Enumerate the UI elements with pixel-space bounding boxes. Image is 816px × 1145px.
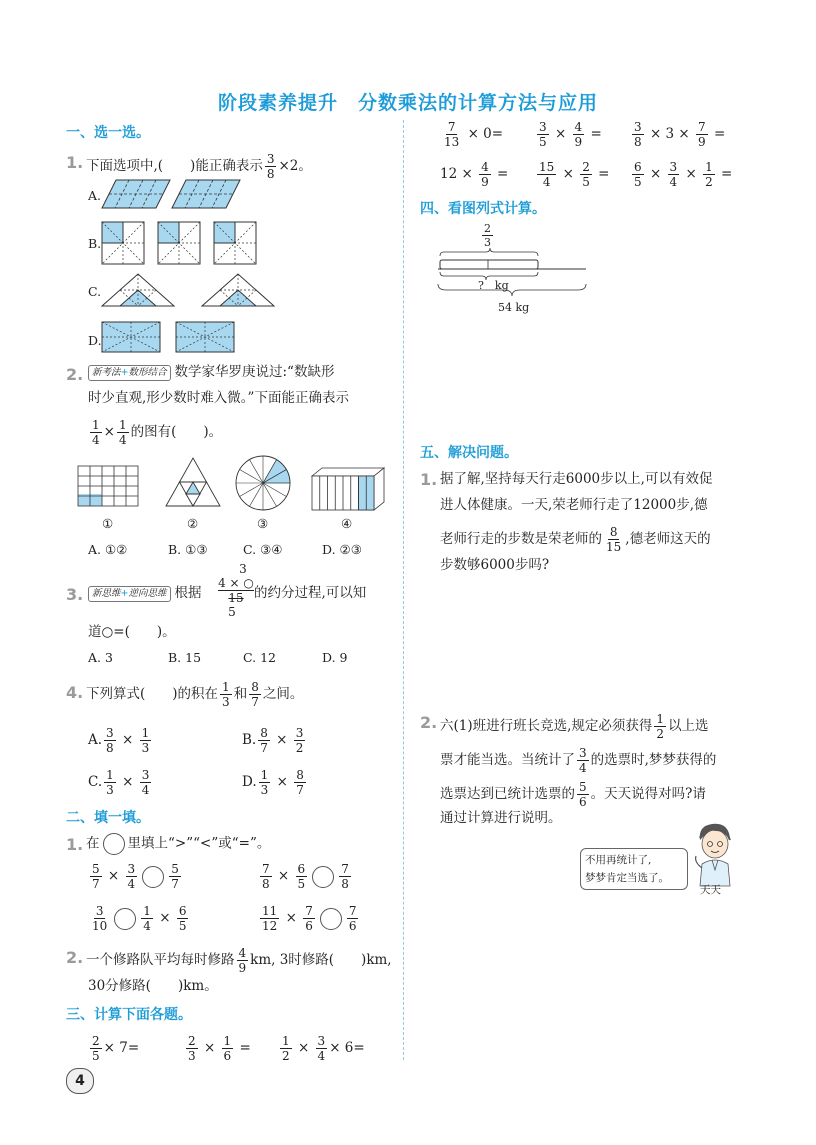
fill1-item-1: $\frac{5}{7}$ × $\frac{3}{4}$ $\frac{5}{7}$ bbox=[92, 862, 179, 891]
q3-option-b[interactable]: B. 15 bbox=[168, 650, 202, 665]
p1-line3: 老师行走的步数是荣老师的 $\frac{8}{15}$ ,德老师这天的 bbox=[440, 525, 711, 554]
section-5-heading: 五、解决问题。 bbox=[420, 445, 518, 461]
section-1-heading: 一、选一选。 bbox=[66, 125, 150, 141]
calc-right-5: $\frac{15}{4}$ × $\frac{2}{5}$ = bbox=[539, 160, 610, 189]
calc-right-4: 12 × $\frac{4}{9}$ = bbox=[440, 160, 509, 189]
q4-option-d[interactable]: D. $\frac{1}{3}$ × $\frac{8}{7}$ bbox=[242, 768, 304, 797]
q4-option-c[interactable]: C. $\frac{1}{3}$ × $\frac{3}{4}$ bbox=[88, 768, 150, 797]
p1-line2: 进人体健康。一天,荣老师行走了12000步,德 bbox=[440, 497, 708, 513]
speech-bubble bbox=[580, 848, 688, 890]
q2-line1 bbox=[88, 362, 334, 382]
calc-left-2: $\frac{2}{3}$ × $\frac{1}{6}$ = bbox=[188, 1034, 251, 1063]
calc-right-1: $\frac{7}{13}$ × 0= bbox=[444, 120, 504, 149]
q1-figure-d bbox=[102, 322, 242, 354]
q2-line1-text: 数学家华罗庚说过:“数缺形 bbox=[174, 364, 335, 380]
q1-text-after: ×2。 bbox=[278, 158, 312, 174]
character-name: 天天 bbox=[700, 884, 721, 896]
p2-line4: 通过计算进行说明。 bbox=[440, 810, 562, 826]
fill2-number: 2. bbox=[66, 948, 84, 967]
q3-line1-tail: 的约分过程,可以知 bbox=[254, 585, 367, 601]
column-divider bbox=[403, 120, 404, 1060]
q1-number: 1. bbox=[66, 153, 84, 172]
fill1-text: 在 里填上“>”“<”或“=”。 bbox=[86, 833, 270, 855]
speech-line-2: 梦梦肯定当选了。 bbox=[585, 872, 669, 884]
q1-option-b[interactable]: B. bbox=[88, 236, 102, 251]
diagram-bar bbox=[438, 250, 588, 300]
q1-option-c[interactable]: C. bbox=[88, 284, 102, 299]
speech-line-1: 不用再统计了, bbox=[585, 854, 652, 866]
calc-right-6: $\frac{6}{5}$ × $\frac{3}{4}$ × $\frac{1}{2}$ = bbox=[634, 160, 733, 189]
q4-option-b[interactable]: B. $\frac{8}{7}$ × $\frac{3}{2}$ bbox=[242, 726, 304, 755]
calc-right-3: $\frac{3}{8}$ × 3 × $\frac{7}{9}$ = bbox=[634, 120, 726, 149]
q2-line2: 时少直观,形少数时难入微。”下面能正确表示 bbox=[88, 390, 349, 406]
p1-line4: 步数够6000步吗? bbox=[440, 557, 550, 573]
q3-line2: 道○=( )。 bbox=[88, 624, 176, 640]
p1-number: 1. bbox=[420, 470, 438, 489]
q1-text-before: 下面选项中,( )能正确表示 bbox=[86, 158, 263, 174]
q1-figure-b bbox=[102, 222, 262, 266]
q1-text bbox=[86, 152, 312, 181]
q3-option-d[interactable]: D. 9 bbox=[322, 650, 348, 665]
section-2-heading: 二、填一填。 bbox=[66, 810, 150, 826]
q3-option-c[interactable]: C. 12 bbox=[243, 650, 276, 665]
calc-right-2: $\frac{3}{5}$ × $\frac{4}{9}$ = bbox=[539, 120, 602, 149]
fill1-item-2: $\frac{7}{8}$ × $\frac{6}{5}$ $\frac{7}{8}$ bbox=[262, 862, 349, 891]
q3-fraction: 3 4 × ○ 15 5 bbox=[218, 562, 254, 619]
q1-fraction: $\frac{3}{8}$ bbox=[266, 152, 275, 181]
q3-option-a[interactable]: A. 3 bbox=[88, 650, 113, 665]
calc-left-3: $\frac{1}{2}$ × $\frac{3}{4}$ × 6= bbox=[282, 1034, 365, 1063]
q2-fraction-b: $\frac{1}{4}$ bbox=[118, 418, 127, 447]
diagram-total: 54 kg bbox=[498, 301, 530, 314]
q2-label-4: ④ bbox=[341, 516, 353, 531]
q2-fraction-a: $\frac{1}{4}$ bbox=[92, 418, 100, 447]
p1-line1: 据了解,坚持每天行走6000步以上,可以有效促 bbox=[440, 471, 713, 487]
q2-figure-1-grid bbox=[78, 466, 140, 508]
q2-figure-4-box bbox=[312, 466, 384, 512]
p2-line2: 票才能当选。当统计了 $\frac{3}{4}$ 的选票时,梦梦获得的 bbox=[440, 746, 717, 775]
q4-option-a[interactable]: A. $\frac{3}{8}$ × $\frac{1}{3}$ bbox=[88, 726, 150, 755]
q4-text: 下列算式( )的积在 $\frac{1}{3}$ 和 $\frac{8}{7}$ 之间。 bbox=[86, 680, 304, 709]
p2-line1: 六(1)班进行班长竞选,规定必须获得 $\frac{1}{2}$ 以上选 bbox=[440, 712, 709, 741]
section-4-heading: 四、看图列式计算。 bbox=[420, 201, 546, 217]
fill2-line1: 一个修路队平均每时修路 $\frac{4}{9}$ km, 3时修路( )km, bbox=[86, 946, 392, 975]
fill2-line2: 30分修路( )km。 bbox=[88, 978, 218, 994]
boy-character-icon bbox=[690, 822, 740, 888]
q1-option-d[interactable]: D. bbox=[88, 333, 102, 348]
q4-fraction-a: $\frac{1}{3}$ bbox=[222, 680, 230, 709]
p2-number: 2. bbox=[420, 713, 438, 732]
fill1-number: 1. bbox=[66, 835, 84, 854]
diagram-fraction: 2 3 bbox=[484, 222, 491, 249]
q2-option-b[interactable]: B. ①③ bbox=[168, 542, 208, 557]
q2-badge: 新考法+数形结合 bbox=[88, 365, 171, 381]
q2-option-d[interactable]: D. ②③ bbox=[322, 542, 362, 557]
q2-option-a[interactable]: A. ①② bbox=[88, 542, 128, 557]
q3-number: 3. bbox=[66, 585, 84, 604]
q4-fraction-b: $\frac{8}{7}$ bbox=[251, 680, 259, 709]
q4-number: 4. bbox=[66, 683, 84, 702]
fill1-answer-circle-4[interactable] bbox=[320, 908, 342, 930]
page-number: 4 bbox=[66, 1068, 94, 1094]
q1-figure-a bbox=[102, 178, 252, 210]
q3-line1: 新思维+逆向思维 根据 bbox=[88, 583, 202, 603]
q2-figure-3-circle bbox=[236, 456, 292, 512]
diagram-question: ? kg bbox=[478, 279, 509, 292]
q2-label-2: ② bbox=[187, 516, 199, 531]
p2-line3: 选票达到已统计选票的 $\frac{5}{6}$ 。天天说得对吗?请 bbox=[440, 780, 706, 809]
fill1-answer-circle-1[interactable] bbox=[142, 866, 164, 888]
q2-figure-2-triangle bbox=[166, 456, 222, 508]
compare-circle-icon bbox=[103, 833, 125, 855]
q3-badge: 新思维+逆向思维 bbox=[88, 586, 171, 602]
q2-number: 2. bbox=[66, 365, 84, 384]
fill1-answer-circle-2[interactable] bbox=[312, 866, 334, 888]
section-3-heading: 三、计算下面各题。 bbox=[66, 1007, 192, 1023]
q2-line3: $\frac{1}{4}$ × $\frac{1}{4}$ 的图有( )。 bbox=[92, 418, 223, 447]
q1-figure-c bbox=[102, 272, 282, 308]
q1-option-a[interactable]: A. bbox=[88, 188, 102, 203]
fill1-answer-circle-3[interactable] bbox=[114, 908, 136, 930]
calc-left-1: $\frac{2}{5}$ × 7= bbox=[92, 1034, 140, 1063]
page-title: 阶段素养提升 分数乘法的计算方法与应用 bbox=[217, 92, 598, 114]
q2-label-3: ③ bbox=[257, 516, 269, 531]
q2-label-1: ① bbox=[102, 516, 114, 531]
q2-option-c[interactable]: C. ③④ bbox=[243, 542, 283, 557]
fill1-item-4: $\frac{11}{12}$ × $\frac{7}{6}$ $\frac{7}{6}$ bbox=[262, 904, 357, 933]
fill1-item-3: $\frac{3}{10}$ $\frac{1}{4}$ × $\frac{6}{5}$ bbox=[92, 904, 187, 933]
